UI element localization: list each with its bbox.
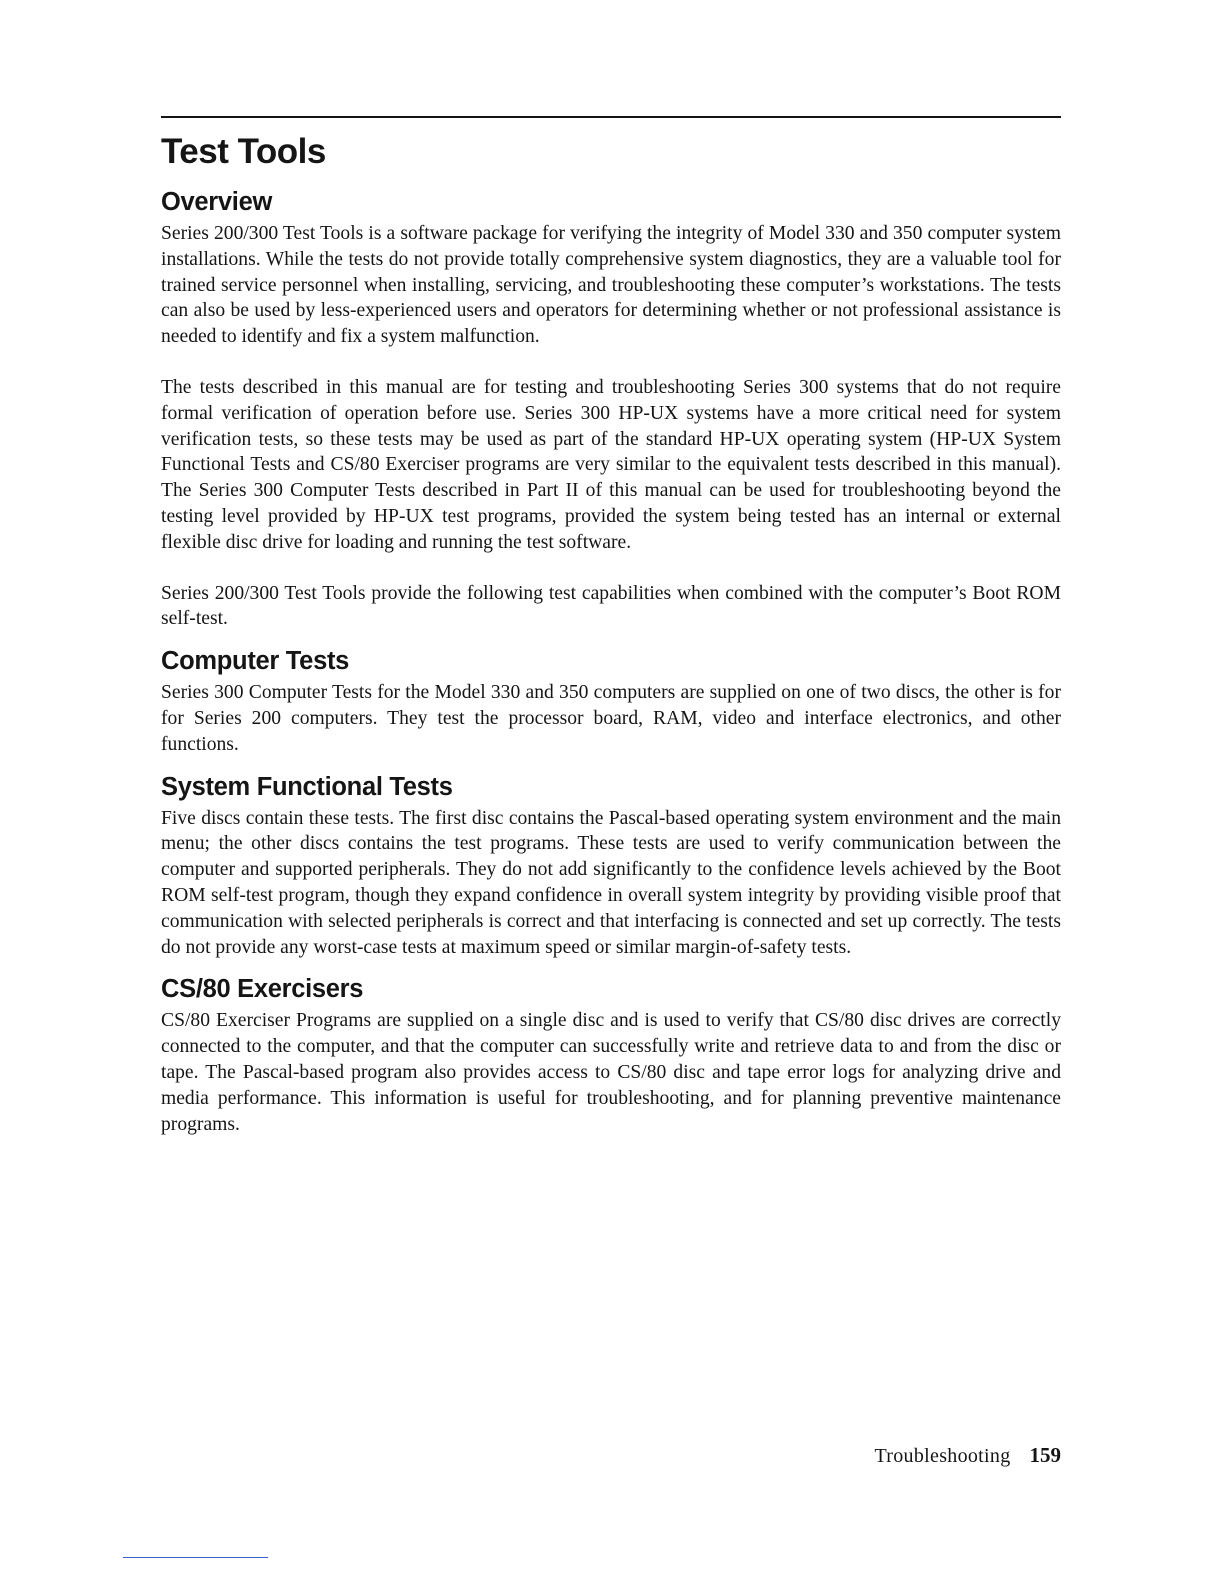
computer-tests-paragraph: Series 300 Computer Tests for the Model 330 and 350 computers are supplied on one of two discs, the other is for for Series 200 computers. They test the processor board, RAM, video and interface electronics, and other functions. [161, 682, 1061, 755]
cs80-exercisers-section [161, 974, 1061, 1137]
cs80-exercisers-heading: CS/80 Exercisers [161, 975, 364, 1004]
overview-paragraph-3: Series 200/300 Test Tools provide the following test capabilities when combined with the computer’s Boot ROM self-test. [161, 582, 1061, 630]
top-rule [161, 116, 1061, 118]
footer-section-name: Troubleshooting [874, 1445, 1011, 1467]
cs80-exercisers-paragraph: CS/80 Exerciser Programs are supplied on a single disc and is used to verify that CS/80 disc drives are correctly connected to the computer, and that the computer can successfully write and retrieve data to and from the disc or tape. The Pascal-based program also provides access to CS/80 disc and tape error logs for analyzing drive and media performance. This information is useful for troubleshooting, and for planning preventive maintenance programs. [161, 1010, 1061, 1135]
system-functional-tests-section [161, 772, 1061, 961]
page-number: 159 [1029, 1443, 1061, 1467]
system-functional-tests-heading: System Functional Tests [161, 772, 453, 801]
overview-paragraph-1: Series 200/300 Test Tools is a software package for verifying the integrity of Model 330 and 350 computer system installations. While the tests do not provide totally comprehensive system diagnostics, they are a valuable tool for trained service personnel when installing, servicing, and troubleshooting these computer’s workstations. The tests can also be used by less-experienced users and operators for determining whether or not professional assistance is needed to identify and fix a system malfunction. [161, 223, 1061, 348]
overview-section [161, 187, 1061, 632]
system-functional-tests-paragraph: Five discs contain these tests. The first disc contains the Pascal-based operating system environment and the main menu; the other discs contains the test programs. These tests are used to verify communication between the computer and supported peripherals. They do not add significantly to the confidence levels achieved by the Boot ROM self-test program, though they expand confidence in overall system integrity by providing visible proof that communication with selected peripherals is correct and that interfacing is connected and set up correctly. The tests do not provide any worst-case tests at maximum speed or similar margin-of-safety tests. [161, 807, 1061, 958]
page-footer [874, 1440, 1061, 1471]
page-content [161, 116, 1061, 1137]
bottom-edge-mark [123, 1557, 268, 1558]
overview-paragraph-2: The tests described in this manual are for testing and troubleshooting Series 300 systems that do not require formal verification of operation before use. Series 300 HP-UX systems have a more critical need for system verification tests, so these tests may be used as part of the standard HP-UX operating system (HP-UX System Functional Tests and CS/80 Exerciser programs are very similar to the equivalent tests described in this manual). The Series 300 Computer Tests described in Part II of this manual can be used for troubleshooting beyond the testing level provided by HP-UX test programs, provided the system being tested has an internal or external flexible disc drive for loading and running the test software. [161, 376, 1061, 553]
overview-heading: Overview [161, 188, 273, 216]
page-title: Test Tools [161, 132, 326, 171]
computer-tests-section [161, 646, 1061, 757]
computer-tests-heading: Computer Tests [161, 647, 350, 676]
